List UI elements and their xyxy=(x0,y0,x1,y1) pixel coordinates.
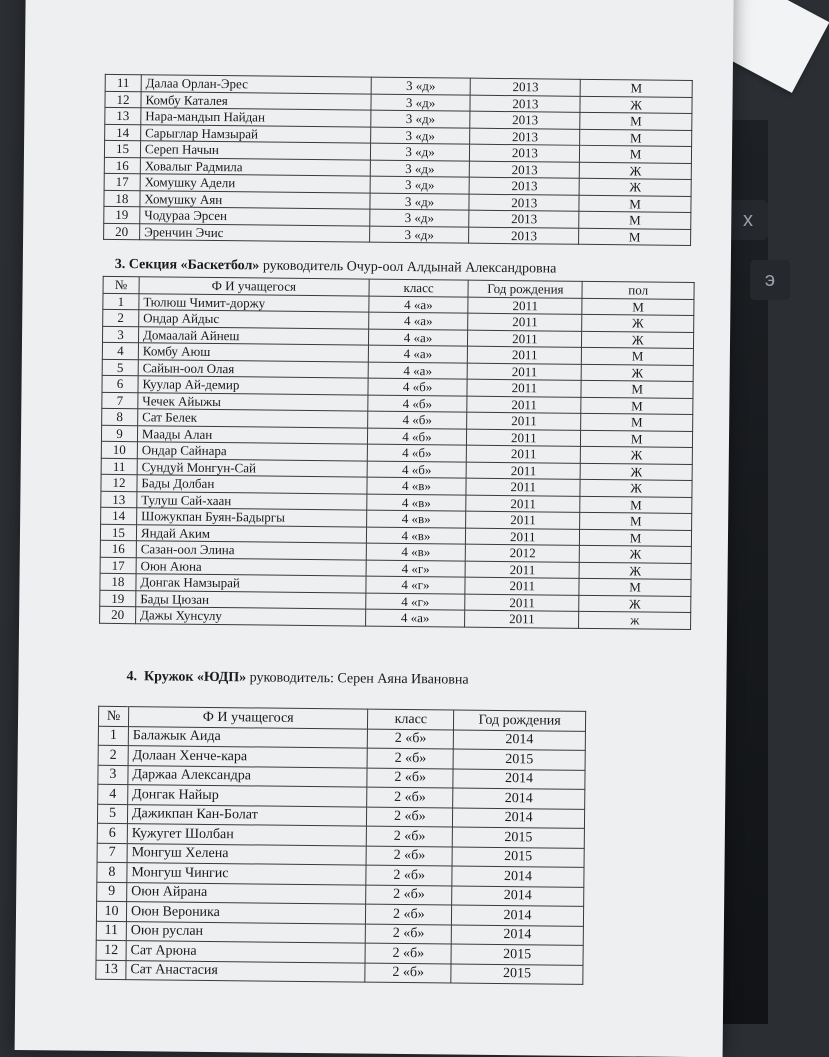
table-section-2-continued xyxy=(103,74,693,246)
cell-name: Сайын-оол Олая xyxy=(138,359,368,378)
cell-year: 2014 xyxy=(453,730,585,751)
cell-cls: 4 «б» xyxy=(368,378,468,396)
cell-cls: 2 «б» xyxy=(367,748,453,768)
cell-cls: 4 «а» xyxy=(368,329,468,347)
cell-year: 2011 xyxy=(468,330,582,348)
cell-year: 2013 xyxy=(471,78,581,96)
cell-n: 16 xyxy=(100,540,136,557)
cell-year: 2011 xyxy=(466,511,580,529)
cell-sex: М xyxy=(581,413,693,431)
cell-cls: 2 «б» xyxy=(367,768,453,788)
cell-year: 2015 xyxy=(451,964,583,985)
cell-sex: М xyxy=(580,79,692,97)
cell-name: Бады Цюзан xyxy=(136,590,366,609)
cell-cls: 2 «б» xyxy=(365,963,451,983)
cell-name: Сат Арюна xyxy=(126,941,366,963)
cell-year: 2014 xyxy=(453,769,585,790)
cell-n: 10 xyxy=(96,901,126,921)
document-page xyxy=(15,0,734,1057)
cell-year: 2011 xyxy=(467,445,581,463)
cell-name: Эренчин Эчис xyxy=(140,223,370,242)
cell-year: 2015 xyxy=(451,944,583,965)
cell-sex: М xyxy=(580,145,692,163)
cell-year: 2011 xyxy=(467,412,581,430)
cell-year: 2014 xyxy=(452,905,584,926)
cell-name: Оюн Айрана xyxy=(127,882,367,904)
cell-n: 6 xyxy=(97,823,127,843)
cell-sex: Ж xyxy=(580,479,692,497)
cell-n: 12 xyxy=(105,91,141,108)
cell-sex: М xyxy=(580,129,692,147)
header-birth-year: Год рождения xyxy=(468,280,582,298)
cell-n: 5 xyxy=(102,359,138,376)
cell-name: Даржаа Александра xyxy=(128,765,368,787)
cell-name: Сереп Начын xyxy=(140,141,370,160)
cell-sex: Ж xyxy=(579,595,691,613)
cell-year: 2012 xyxy=(466,544,580,562)
cell-sex: М xyxy=(582,298,694,316)
cell-name: Монгуш Хелена xyxy=(127,843,367,865)
cell-n: 13 xyxy=(96,960,126,980)
cell-name: Оюн Вероника xyxy=(126,902,366,924)
cell-year: 2011 xyxy=(468,297,582,315)
cell-n: 1 xyxy=(98,726,128,746)
cell-name: Монгуш Чингис xyxy=(127,863,367,885)
cell-year: 2014 xyxy=(453,808,585,829)
cell-year: 2011 xyxy=(467,396,581,414)
cell-cls: 2 «б» xyxy=(366,846,452,866)
cell-name: Домаалай Айнеш xyxy=(138,326,368,345)
cell-n: 7 xyxy=(97,843,127,863)
cell-n: 2 xyxy=(103,309,139,326)
cell-cls: 4 «в» xyxy=(367,477,467,495)
cell-cls: 2 «б» xyxy=(368,729,454,749)
cell-cls: 2 «б» xyxy=(366,885,452,905)
cell-cls: 4 «б» xyxy=(367,395,467,413)
cell-sex: М xyxy=(581,430,693,448)
cell-year: 2013 xyxy=(470,128,580,146)
cell-name: Сарыглар Намзырай xyxy=(141,124,371,143)
cell-cls: 2 «б» xyxy=(367,787,453,807)
cell-n: 7 xyxy=(102,392,138,409)
cell-name: Чодураа Эрсен xyxy=(140,207,370,226)
cell-name: Комбу Аюш xyxy=(138,343,368,362)
cell-cls: 4 «г» xyxy=(366,576,466,594)
cell-n: 16 xyxy=(104,157,140,174)
section-4-title: Кружок «ЮДП» xyxy=(143,669,247,686)
cell-n: 15 xyxy=(104,140,140,157)
keyboard-key: х xyxy=(728,200,768,240)
keyboard-key: э xyxy=(750,260,790,300)
cell-year: 2014 xyxy=(453,788,585,809)
cell-n: 11 xyxy=(101,458,137,475)
section-3-heading xyxy=(115,257,557,278)
cell-sex: М xyxy=(579,211,691,229)
cell-n: 11 xyxy=(105,74,141,91)
cell-sex: Ж xyxy=(580,96,692,114)
cell-cls: 4 «б» xyxy=(367,411,467,429)
cell-cls: 3 «д» xyxy=(370,110,470,128)
cell-name: Далаа Орлан-Эрес xyxy=(141,75,371,94)
cell-year: 2015 xyxy=(452,847,584,868)
cell-cls: 3 «д» xyxy=(370,193,470,211)
cell-cls: 4 «в» xyxy=(366,510,466,528)
cell-name: Яндай Аким xyxy=(136,524,366,543)
cell-year: 2013 xyxy=(470,95,580,113)
cell-year: 2013 xyxy=(469,194,579,212)
cell-year: 2014 xyxy=(452,866,584,887)
header-class: класс xyxy=(368,709,454,729)
cell-sex: М xyxy=(580,512,692,530)
cell-n: 9 xyxy=(97,882,127,902)
cell-cls: 4 «в» xyxy=(366,494,466,512)
cell-year: 2011 xyxy=(466,478,580,496)
cell-cls: 3 «д» xyxy=(370,127,470,145)
cell-n: 10 xyxy=(101,441,137,458)
cell-name: Нара-мандып Найдан xyxy=(141,108,371,127)
cell-name: Сазан-оол Элина xyxy=(136,541,366,560)
section-4-heading xyxy=(126,669,468,689)
cell-n: 4 xyxy=(102,342,138,359)
cell-name: Донгак Намзырай xyxy=(136,574,366,593)
cell-cls: 4 «а» xyxy=(368,312,468,330)
cell-n: 19 xyxy=(104,206,140,223)
cell-cls: 2 «б» xyxy=(365,943,451,963)
cell-cls: 4 «а» xyxy=(368,345,468,363)
cell-sex: Ж xyxy=(582,331,694,349)
cell-name: Дажы Хунсулу xyxy=(135,607,365,626)
cell-n: 15 xyxy=(100,524,136,541)
section-3-leader: руководитель Очур-оол Алдынай Александровна xyxy=(262,258,557,277)
cell-name: Маады Алан xyxy=(137,425,367,444)
cell-n: 12 xyxy=(101,474,137,491)
cell-year: 2013 xyxy=(470,161,580,179)
cell-name: Хомушку Адели xyxy=(140,174,370,193)
cell-year: 2011 xyxy=(468,346,582,364)
cell-sex: М xyxy=(579,228,691,246)
cell-n: 8 xyxy=(97,862,127,882)
header-class: класс xyxy=(369,279,469,297)
cell-cls: 4 «а» xyxy=(368,362,468,380)
cell-year: 2014 xyxy=(452,886,584,907)
table-row xyxy=(96,960,583,985)
cell-cls: 3 «д» xyxy=(370,160,470,178)
cell-name: Сат Белек xyxy=(138,409,368,428)
cell-sex: Ж xyxy=(580,545,692,563)
cell-year: 2013 xyxy=(470,111,580,129)
cell-name: Шожукпан Буян-Бадыргы xyxy=(137,508,367,527)
header-number: № xyxy=(98,706,128,726)
cell-sex: М xyxy=(580,529,692,547)
cell-n: 20 xyxy=(104,223,140,240)
header-name: Ф И учащегося xyxy=(139,277,369,296)
header-name: Ф И учащегося xyxy=(128,707,368,729)
cell-name: Хомушку Аян xyxy=(140,190,370,209)
cell-n: 17 xyxy=(100,557,136,574)
cell-cls: 4 «г» xyxy=(365,593,465,611)
cell-name: Бады Долбан xyxy=(137,475,367,494)
cell-name: Балажык Аида xyxy=(128,726,368,748)
cell-year: 2011 xyxy=(465,561,579,579)
cell-n: 14 xyxy=(101,507,137,524)
cell-year: 2013 xyxy=(469,227,579,245)
cell-n: 17 xyxy=(104,173,140,190)
cell-sex: М xyxy=(579,578,691,596)
cell-cls: 4 «в» xyxy=(366,527,466,545)
cell-name: Дажикпан Кан-Болат xyxy=(127,804,367,826)
cell-cls: 3 «д» xyxy=(370,143,470,161)
cell-year: 2011 xyxy=(467,379,581,397)
cell-n: 20 xyxy=(100,606,136,623)
cell-sex: Ж xyxy=(579,562,691,580)
cell-cls: 3 «д» xyxy=(369,209,469,227)
section-3-number: 3. xyxy=(114,256,126,273)
cell-cls: 2 «б» xyxy=(367,807,453,827)
cell-sex: Ж xyxy=(579,162,691,180)
cell-year: 2013 xyxy=(469,210,579,228)
section-3-title: Секция «Баскетбол» xyxy=(128,257,260,274)
header-sex: пол xyxy=(582,281,694,299)
cell-n: 13 xyxy=(101,491,137,508)
section-4-leader: руководитель: Серен Аяна Ивановна xyxy=(249,670,469,688)
cell-name: Оюн руслан xyxy=(126,921,366,943)
cell-cls: 2 «б» xyxy=(366,865,452,885)
cell-n: 5 xyxy=(97,804,127,824)
cell-sex: М xyxy=(579,195,691,213)
cell-sex: Ж xyxy=(581,364,693,382)
cell-n: 13 xyxy=(105,107,141,124)
cell-name: Чечек Айыжы xyxy=(138,392,368,411)
cell-n: 19 xyxy=(100,590,136,607)
cell-year: 2011 xyxy=(465,577,579,595)
section-4-number: 4. xyxy=(126,669,138,685)
cell-year: 2014 xyxy=(451,925,583,946)
cell-sex: М xyxy=(580,112,692,130)
cell-sex: М xyxy=(580,496,692,514)
cell-name: Сундуй Монгун-Сай xyxy=(137,458,367,477)
header-number: № xyxy=(103,276,139,293)
cell-cls: 4 «б» xyxy=(367,444,467,462)
cell-name: Оюн Аюна xyxy=(136,557,366,576)
cell-n: 14 xyxy=(105,124,141,141)
cell-year: 2011 xyxy=(468,363,582,381)
header-birth-year: Год рождения xyxy=(454,710,586,731)
cell-cls: 2 «б» xyxy=(366,924,452,944)
cell-cls: 2 «б» xyxy=(367,826,453,846)
cell-year: 2011 xyxy=(466,528,580,546)
cell-year: 2011 xyxy=(467,462,581,480)
cell-sex: Ж xyxy=(582,314,694,332)
cell-name: Комбу Каталея xyxy=(141,91,371,110)
cell-sex: Ж xyxy=(580,463,692,481)
cell-cls: 4 «в» xyxy=(366,543,466,561)
cell-cls: 3 «д» xyxy=(371,77,471,95)
cell-name: Куулар Ай-демир xyxy=(138,376,368,395)
cell-cls: 3 «д» xyxy=(370,176,470,194)
cell-name: Ондар Айдыс xyxy=(139,310,369,329)
cell-year: 2011 xyxy=(465,610,579,628)
cell-n: 18 xyxy=(100,573,136,590)
cell-n: 18 xyxy=(104,190,140,207)
cell-name: Ховалыг Радмила xyxy=(140,157,370,176)
cell-name: Тюлюш Чимит-доржу xyxy=(139,293,369,312)
cell-year: 2015 xyxy=(453,749,585,770)
cell-n: 3 xyxy=(98,765,128,785)
cell-n: 9 xyxy=(101,425,137,442)
table-yudp xyxy=(95,706,586,985)
cell-n: 3 xyxy=(103,326,139,343)
cell-year: 2011 xyxy=(468,313,582,331)
cell-n: 12 xyxy=(96,940,126,960)
cell-name: Ондар Сайнара xyxy=(137,442,367,461)
cell-year: 2011 xyxy=(465,594,579,612)
cell-n: 4 xyxy=(98,784,128,804)
cell-sex: М xyxy=(582,347,694,365)
cell-name: Сат Анастасия xyxy=(126,960,366,982)
cell-cls: 4 «б» xyxy=(367,428,467,446)
table-basketball xyxy=(99,276,695,630)
cell-sex: ж xyxy=(579,611,691,629)
cell-year: 2011 xyxy=(467,429,581,447)
cell-name: Донгак Найыр xyxy=(128,785,368,807)
cell-year: 2015 xyxy=(452,827,584,848)
cell-n: 2 xyxy=(98,745,128,765)
cell-sex: М xyxy=(581,380,693,398)
cell-n: 6 xyxy=(102,375,138,392)
cell-cls: 4 «г» xyxy=(366,560,466,578)
cell-cls: 2 «б» xyxy=(366,904,452,924)
cell-n: 1 xyxy=(103,293,139,310)
cell-sex: Ж xyxy=(581,446,693,464)
cell-name: Долаан Хенче-кара xyxy=(128,746,368,768)
cell-name: Кужугет Шолбан xyxy=(127,824,367,846)
cell-cls: 4 «б» xyxy=(367,461,467,479)
cell-sex: М xyxy=(581,397,693,415)
cell-n: 11 xyxy=(96,921,126,941)
cell-n: 8 xyxy=(102,408,138,425)
cell-cls: 4 «а» xyxy=(365,609,465,627)
cell-name: Тулуш Сай-хаан xyxy=(137,491,367,510)
cell-year: 2013 xyxy=(470,144,580,162)
cell-cls: 4 «а» xyxy=(368,296,468,314)
cell-year: 2011 xyxy=(466,495,580,513)
cell-year: 2013 xyxy=(470,177,580,195)
cell-cls: 3 «д» xyxy=(371,94,471,112)
cell-sex: Ж xyxy=(579,178,691,196)
cell-cls: 3 «д» xyxy=(369,226,469,244)
